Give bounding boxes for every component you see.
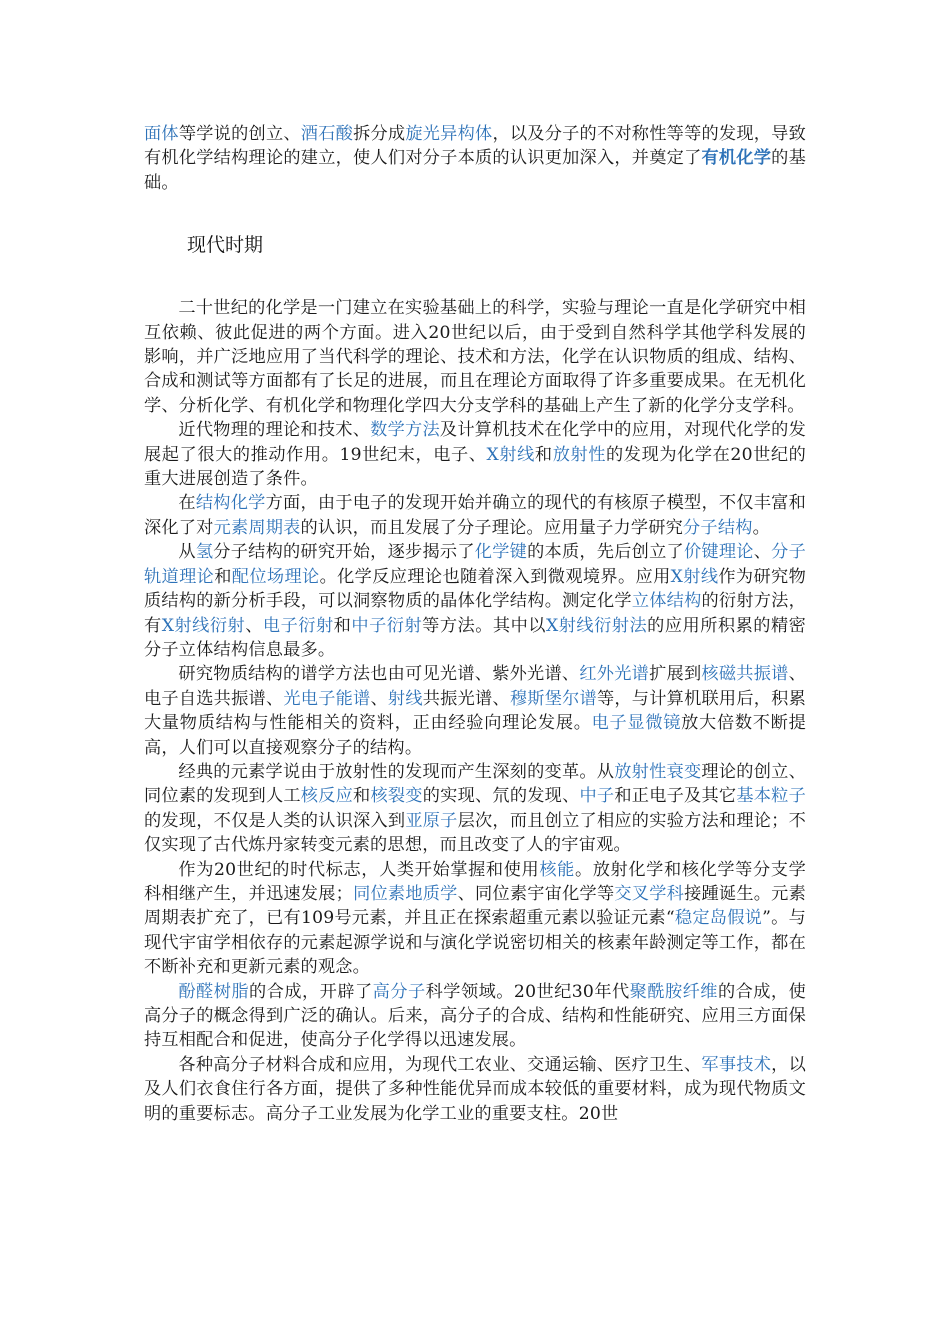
text-run: 方面，由于电子的发现开始并确立的现代的有核原子模型，不仅丰富和深化了对 [144, 493, 806, 538]
inline-link[interactable]: 交叉学科 [614, 883, 685, 904]
inline-link[interactable]: 数学方法 [370, 420, 440, 441]
inline-link[interactable]: 穆斯堡尔谱 [509, 688, 597, 709]
text-run: 和 [353, 786, 371, 807]
text-run: 和 [534, 444, 553, 465]
inline-link[interactable]: 配位场理论 [231, 566, 320, 587]
inline-link[interactable]: 放射性 [552, 444, 607, 465]
section-heading: 现代时期 [187, 234, 264, 257]
text-run: 和 [214, 566, 232, 587]
inline-link[interactable]: 核磁共振谱 [701, 664, 789, 685]
inline-link[interactable]: 光电子能谱 [283, 688, 371, 709]
inline-link[interactable]: X射线 [670, 566, 719, 587]
inline-link[interactable]: 稳定岛假说 [674, 908, 763, 929]
document-page [144, 122, 806, 1126]
text-run: 的衍射方法，有 [144, 591, 806, 636]
inline-link[interactable]: X射线衍射法 [545, 615, 648, 636]
text-run: 的应用所积累的精密分子立体结构信息最多。 [144, 615, 807, 660]
text-run: 、 [370, 688, 388, 709]
inline-link[interactable]: 氢 [195, 542, 214, 563]
body-paragraph [144, 662, 806, 760]
intro-paragraph [144, 122, 806, 195]
text-run: 和正电子及其它 [614, 786, 737, 807]
text-run: 、 [245, 615, 263, 636]
text-run: 经典的元素学说由于放射性的发现而产生深刻的变革。从 [178, 761, 615, 782]
inline-link[interactable]: 分子轨道理论 [144, 542, 806, 587]
text-run: 的实现、氘的发现、 [422, 786, 580, 807]
text-run: 在 [178, 493, 196, 514]
text-run: 接踵诞生。元素周期表扩充了，已有109号元素，并且正在探索超重元素以验证元素“ [144, 883, 806, 929]
text-run: 及计算机技术在化学中的应用，对现代化学的发展起了很大的推动作用。19世纪末，电子、 [144, 420, 806, 465]
text-run: 的本质，先后创立了 [527, 542, 684, 563]
text-run: 的发现，不仅是人类的认识深入到 [144, 810, 406, 831]
text-run: 扩展到 [649, 664, 702, 685]
inline-link[interactable]: 酒石酸 [300, 124, 354, 144]
inline-link[interactable]: 核反应 [300, 786, 354, 807]
inline-link[interactable]: 红外光谱 [579, 664, 650, 685]
inline-link[interactable]: 电子衍射 [262, 615, 334, 636]
text-run: 和 [333, 615, 352, 636]
text-run: 的合成，使高分子的概念得到广泛的确认。后来，高分子的合成、结构和性能研究、应用三方面保持互相配合和促进，使高分子化学得以迅速发展。 [144, 981, 806, 1051]
body-paragraph [144, 418, 806, 491]
inline-link[interactable]: 高分子 [372, 981, 426, 1002]
text-run: 从 [178, 542, 196, 563]
inline-link[interactable]: 元素周期表 [213, 517, 301, 538]
text-run: 等方法。其中以 [422, 615, 546, 636]
text-run: ，以及分子的不对称性等等的发现，导致有机化学结构理论的建立，使人们对分子本质的认识更加深入，并奠定了 [144, 124, 806, 169]
body-paragraph [144, 980, 806, 1053]
text-run: 作为20世纪的时代标志，人类开始掌握和使用 [178, 859, 540, 880]
body-paragraph [144, 858, 806, 980]
inline-link[interactable]: 军事技术 [701, 1054, 772, 1075]
inline-link[interactable]: 射线 [387, 688, 423, 709]
inline-link[interactable]: 立体结构 [631, 591, 702, 612]
text-run: 近代物理的理论和技术、 [178, 420, 371, 441]
text-run: 分子结构的研究开始，逐步揭示了 [213, 542, 475, 563]
inline-link[interactable]: 聚酰胺纤维 [629, 981, 718, 1002]
text-run: 科学领域。20世纪30年代 [425, 981, 630, 1002]
inline-link[interactable]: 酚醛树脂 [178, 981, 250, 1002]
inline-link[interactable]: 电子显微镜 [591, 713, 682, 734]
text-run: 拆分成 [353, 124, 406, 144]
text-run: 共振光谱、 [422, 688, 510, 709]
inline-link[interactable]: 基本粒子 [736, 786, 806, 807]
text-run: 。 [752, 517, 770, 538]
inline-link[interactable]: 有机化学 [701, 148, 772, 169]
text-run: 各种高分子材料合成和应用，为现代工农业、交通运输、医疗卫生、 [178, 1054, 702, 1075]
text-run: ”。与现代宇宙学相依存的元素起源学说和与演化学说密切相关的核素年龄测定等工作，都在不断补充和更新元素的观念。 [144, 908, 806, 978]
text-run: 研究物质结构的谱学方法也由可见光谱、紫外光谱、 [178, 664, 580, 685]
text-run: 理论的创立、同位素的发现到人工 [144, 761, 806, 807]
text-run: 等，与计算机联用后，积累大量物质结构与性能相关的资料，正由经验向理论发展。 [144, 688, 806, 734]
text-run: 、同位素宇宙化学等 [457, 883, 615, 904]
inline-link[interactable]: 核裂变 [370, 786, 423, 807]
text-run: ，以及人们衣食住行各方面，提供了多种性能优异而成本较低的重要材料，成为现代物质文明的重要标志。高分子工业发展为化学工业的重要支柱。20世 [144, 1054, 806, 1124]
inline-link[interactable]: 同位素地质学 [353, 883, 458, 904]
text-run: 。化学反应理论也随着深入到微观境界。应用 [319, 566, 671, 587]
inline-link[interactable]: 核能 [539, 859, 575, 880]
inline-link[interactable]: 中子衍射 [351, 615, 423, 636]
inline-link[interactable]: 结构化学 [195, 493, 266, 514]
text-run: 等学说的创立、 [178, 124, 301, 144]
body-paragraph [144, 1053, 806, 1126]
inline-link[interactable]: 亚原子 [405, 810, 458, 831]
inline-link[interactable]: 化学键 [474, 542, 528, 563]
inline-link[interactable]: 分子结构 [683, 517, 753, 538]
text-run: 的认识，而且发展了分子理论。应用量子力学研究 [300, 517, 684, 538]
body-paragraph [144, 540, 806, 662]
text-run: 层次，而且创立了相应的实验方法和理论；不仅实现了古代炼丹家转变元素的思想，而且改变了人的宇宙观。 [144, 810, 806, 856]
inline-link[interactable]: 中子 [579, 786, 615, 807]
inline-link[interactable]: 面体 [144, 124, 179, 144]
text-run: 。放射化学和核化学等分支学科相继产生，并迅速发展； [144, 859, 806, 904]
body-paragraph [144, 491, 806, 540]
text-run: 的发现为化学在20世纪的重大进展创造了条件。 [144, 444, 807, 490]
text-run: 的基础。 [144, 148, 806, 193]
text-run: 、 [753, 542, 772, 563]
text-run: 放大倍数不断提高，人们可以直接观察分子的结构。 [144, 713, 806, 758]
text-run: 作为研究物质结构的新分析手段，可以洞察物质的晶体化学结构。测定化学 [144, 566, 806, 612]
body-paragraph [144, 296, 806, 418]
inline-link[interactable]: X射线 [486, 444, 535, 465]
section-body [144, 296, 806, 1126]
text-run: 的合成，开辟了 [249, 981, 373, 1002]
text-run: 二十世纪的化学是一门建立在实验基础上的科学，实验与理论一直是化学研究中相互依赖、彼此促进的两个方面。进入20世纪以后，由于受到自然科学其他学科发展的影响，并广泛地应用了当代科学的理论、技术和方法，化学在认识物质的组成、结构、合成和测试等方面都有了长足的进展，而且在理论方面取得了许多重要成果。在无机化学、分析化学、有机化学和物理化学四大分支学科的基础上产生了新的化学分支学科。 [144, 298, 806, 416]
text-run: 、电子自选共振谱、 [144, 664, 806, 709]
inline-link[interactable]: 价键理论 [683, 542, 754, 563]
inline-link[interactable]: X射线衍射 [161, 615, 246, 636]
body-paragraph [144, 760, 806, 858]
inline-link[interactable]: 旋光异构体 [405, 124, 493, 144]
inline-link[interactable]: 放射性衰变 [614, 761, 702, 782]
